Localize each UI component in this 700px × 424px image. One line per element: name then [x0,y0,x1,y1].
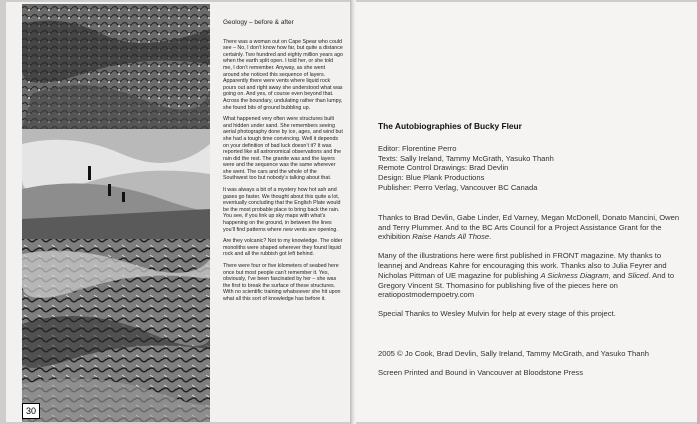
publication-title-2: Sliced [627,270,649,280]
thanks-paragraph-1 [378,213,680,242]
thanks-1-text: Thanks to Brad Devlin, Gabe Linder, Ed Varney, Megan McDonell, Donato Mancini, Owen and Terry Plummer. And to the BC Arts Council for a Project Assistance Grant for the exhibition [378,212,680,242]
geology-paragraph: What happened very often were structures built and hidden under sand. She remembers seeing aerial photography done by ice, ages, and wind but she had a tough time convincing. Well it depends on your definition of bad luck doesn’t it? It was reported like all astronomical observations and the rain did the rest. The granite was and the layers were and the sequence was the same wherever she went. The cars and the whole of the Southwest too but nobody’s talking about that. [223,116,343,182]
credit-drawings: Remote Control Drawings: Brad Devlin [378,163,509,173]
exhibition-title: Raise Hands All Those [412,232,490,242]
geology-paragraph: It was always a bit of a mystery how hot ash and gases go faster. We thought about this quite a lot, eventually concluding that the English Plate would be the most probable place to bring back the rain. You see, if you link up sky maps with what’s happening on the ground, in between the lines you’ll find patterns where new vents are opening. [223,187,341,233]
thanks-paragraph-2 [378,251,680,300]
thanks-2-end: . And to Gregory Vincent St. Thomasino for publishing five of the pieces here on eratiopostmodernpoetry.com [378,270,675,300]
page-number: 30 [22,403,40,419]
geology-paragraph: There were four or five kilometers of seabed here once but most people can’t remember it. Yes, obviously, I’ve been fascinated by her – she was the first to break the surface of these structures. With no scientific training whatsoever she hit upon what all this sort of knowledge has before it. [223,263,341,302]
spacer [378,328,680,349]
geology-photo [22,4,210,422]
book-title: The Autobiographies of Bucky Fleur [378,121,522,131]
credit-editor: Editor: Florentine Perro [378,143,457,153]
colophon [378,122,680,387]
credit-texts: Texts: Sally Ireland, Tammy McGrath, Yasuko Thanh [378,153,554,163]
thanks-1-end: . [489,232,492,242]
special-thanks: Special Thanks to Wesley Mulvin for help at every stage of this project. [378,309,616,319]
credit-publisher: Publisher: Perro Verlag, Vancouver BC Canada [378,182,538,192]
geology-paragraph: There was a woman out on Cape Spear who could see – No, I don’t know how far, but quite a distance certainly. Two hundred and eighty million years ago when the earth split open. I told her, or she told me, I don’t remember. Anyway, as she went around she noticed this sequence of layers. Apparently there were vents where liquid rock pours out and right away she understood what was going on. And yes, of course even beyond that. Across the boundary, undulating rather than lumpy, she found bits of ground bubbling up. [223,38,343,111]
publication-title-1: A Sickness Diagram [540,270,609,280]
thanks-2-text: Many of the illustrations here were first published in FRONT magazine. My thanks to leannej and Andreas Kahre for encouraging this work. Thanks also to Julia Feyrer and Nicholas Pittman of UE magazine for publishing [378,251,667,280]
book-gutter [350,0,356,424]
geology-heading: Geology – before & after [223,19,294,26]
credit-design: Design: Blue Plank Productions [378,173,485,183]
printer-line: Screen Printed and Bound in Vancouver at Bloodstone Press [378,367,584,377]
credits-list [378,144,680,193]
thanks-2-mid: , and [608,270,628,280]
copyright-line: 2005 © Jo Cook, Brad Devlin, Sally Ireland, Tammy McGrath, and Yasuko Thanh [378,348,649,358]
geology-paragraph: Are they volcanic? Not to my knowledge. The older monoliths were shaped wherever they found liquid rock and all the rubbish got left behind. [223,238,343,258]
geology-text-column [223,20,343,308]
